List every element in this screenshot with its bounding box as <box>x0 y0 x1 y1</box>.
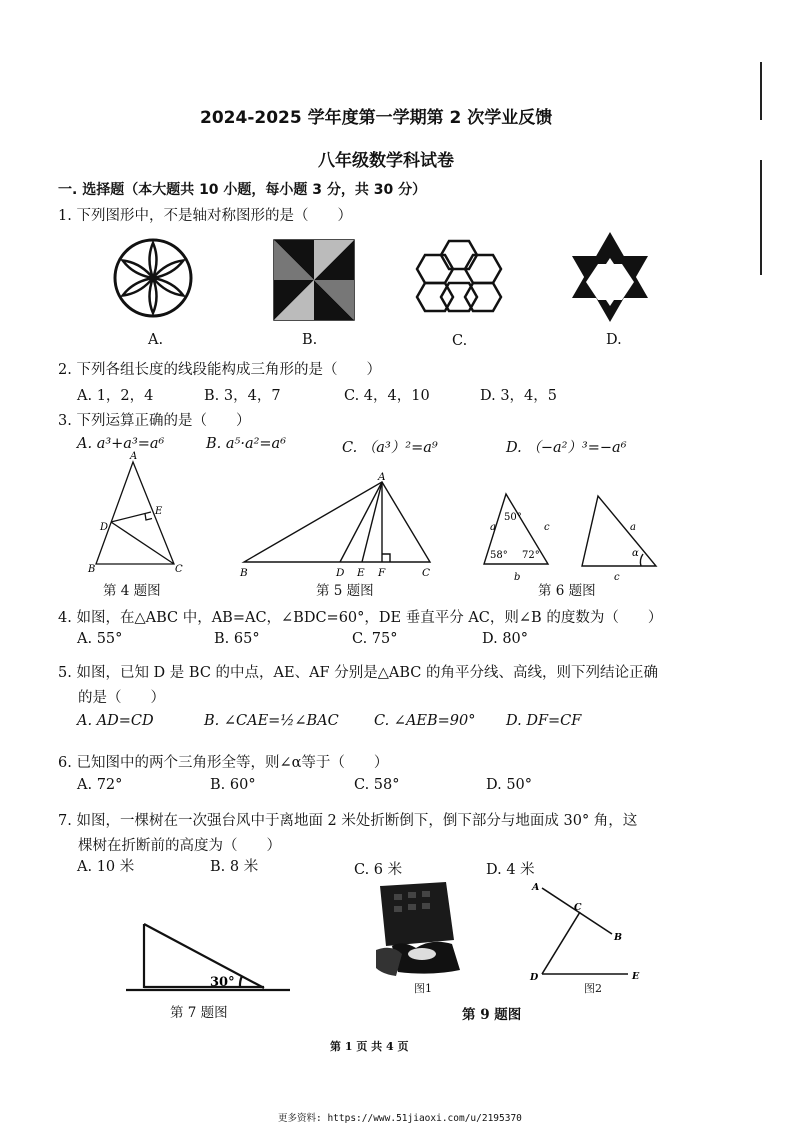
fig5-label-e: E <box>357 567 365 579</box>
q1-label-a: A. <box>148 332 164 348</box>
fig9-diagram <box>528 878 648 990</box>
fig9-sub2-caption: 图2 <box>584 982 602 995</box>
q2-option-c: C. 4，4，10 <box>344 388 430 404</box>
fig6-caption: 第 6 题图 <box>538 583 596 599</box>
q4-option-c: C. 75° <box>352 631 398 647</box>
q1-label-d: D. <box>606 332 622 348</box>
q1-label-c: C. <box>452 333 468 349</box>
fig5-label-f: F <box>378 567 386 579</box>
q2-stem: 2. 下列各组长度的线段能构成三角形的是（ ） <box>58 362 381 378</box>
fig6-label-c1: c <box>544 522 550 533</box>
q1-stem: 1. 下列图形中，不是轴对称图形的是（ ） <box>58 208 352 224</box>
q7-option-c: C. 6 米 <box>354 862 403 878</box>
fig9-photo-tablet-stand <box>372 880 476 980</box>
fig9-label-e: E <box>632 971 640 982</box>
q2-option-a: A. 1，2，4 <box>77 388 154 404</box>
q5-option-c: C. ∠AEB=90° <box>374 713 476 729</box>
q5-stem-line1: 5. 如图，已知 D 是 BC 的中点，AE、AF 分别是△ABC 的角平分线、高线，则下列结论正确 <box>58 665 658 681</box>
q7-stem-line1: 7. 如图，一棵树在一次强台风中于离地面 2 米处折断倒下，倒下部分与地面成 30° 角，这 <box>58 813 638 829</box>
fig6-label-b1: b <box>514 572 521 583</box>
fig6-label-a1: a <box>490 522 496 533</box>
q1-figure-b-pinwheel <box>272 238 356 322</box>
fig6-triangles <box>478 486 668 582</box>
fig9-caption: 第 9 题图 <box>462 1007 522 1023</box>
fig9-label-b: B <box>614 932 623 943</box>
q7-option-d: D. 4 米 <box>486 862 535 878</box>
fig9-label-a: A <box>532 882 540 893</box>
page-number: 第 1 页 共 4 页 <box>330 1040 409 1053</box>
q2-option-d: D. 3，4，5 <box>480 388 558 404</box>
fig6-label-alpha: α <box>632 548 639 559</box>
fig6-angle-right: 72° <box>522 550 540 561</box>
edge-mark-middle <box>760 160 762 275</box>
q6-stem: 6. 已知图中的两个三角形全等，则∠α等于（ ） <box>58 755 389 771</box>
q6-option-b: B. 60° <box>210 777 256 793</box>
q7-option-b: B. 8 米 <box>210 859 259 875</box>
q1-label-b: B. <box>302 332 318 348</box>
fig6-label-a2: a <box>630 522 636 533</box>
q6-option-d: D. 50° <box>486 777 533 793</box>
q7-stem-line2: 棵树在折断前的高度为（ ） <box>78 838 281 854</box>
exam-subtitle: 八年级数学科试卷 <box>318 151 454 171</box>
q3-option-d: D. （−a²）³=−a⁶ <box>506 440 627 456</box>
q2-option-b: B. 3，4，7 <box>204 388 281 404</box>
q1-figure-c-hexagons <box>413 237 505 317</box>
q5-option-a: A. AD=CD <box>77 713 154 729</box>
fig4-triangle <box>86 450 186 580</box>
fig5-label-a: A <box>378 471 386 483</box>
fig7-caption: 第 7 题图 <box>170 1005 228 1021</box>
q7-option-a: A. 10 米 <box>77 859 135 875</box>
fig4-label-a: A <box>130 451 138 462</box>
q1-figure-a-flower <box>112 237 194 319</box>
fig4-label-b: B <box>88 564 96 575</box>
fig4-label-e: E <box>155 506 163 517</box>
q3-option-a: A. a³+a³=a⁶ <box>77 436 165 452</box>
fig4-caption: 第 4 题图 <box>103 583 161 599</box>
q3-option-b: B. a⁵·a²=a⁶ <box>206 436 287 452</box>
fig6-angle-left: 58° <box>490 550 508 561</box>
edge-mark-top <box>760 62 762 120</box>
q6-option-a: A. 72° <box>77 777 123 793</box>
exam-title: 2024-2025 学年度第一学期第 2 次学业反馈 <box>200 108 553 128</box>
section-heading: 一. 选择题（本大题共 10 小题，每小题 3 分，共 30 分） <box>58 182 427 198</box>
q4-option-b: B. 65° <box>214 631 260 647</box>
footer-link[interactable]: 更多资料: https://www.51jiaoxi.com/u/2195370 <box>278 1113 522 1124</box>
q1-figure-d-star <box>568 230 652 324</box>
q5-option-d: D. DF=CF <box>506 713 582 729</box>
q6-option-c: C. 58° <box>354 777 400 793</box>
fig5-label-b: B <box>240 567 248 579</box>
fig5-label-d: D <box>336 567 345 579</box>
fig7-broken-tree <box>124 916 294 996</box>
fig9-label-c: C <box>574 902 582 913</box>
fig5-label-c: C <box>422 567 431 579</box>
fig5-triangle <box>236 470 436 580</box>
fig6-label-c2: c <box>614 572 620 583</box>
q5-option-b: B. ∠CAE=½∠BAC <box>204 713 339 729</box>
fig7-angle-label: 30° <box>210 975 235 990</box>
q4-option-a: A. 55° <box>77 631 123 647</box>
q5-stem-line2: 的是（ ） <box>78 690 165 706</box>
fig6-angle-top: 50° <box>504 512 522 523</box>
fig4-label-d: D <box>100 522 109 533</box>
q3-stem: 3. 下列运算正确的是（ ） <box>58 413 251 429</box>
q4-stem: 4. 如图，在△ABC 中，AB=AC，∠BDC=60°，DE 垂直平分 AC，则∠B 的度数为（ ） <box>58 610 663 626</box>
fig9-sub1-caption: 图1 <box>414 982 432 995</box>
fig5-caption: 第 5 题图 <box>316 583 374 599</box>
q3-option-c: C. （a³）²=a⁹ <box>342 440 438 456</box>
fig9-label-d: D <box>530 972 539 983</box>
q4-option-d: D. 80° <box>482 631 529 647</box>
fig4-label-c: C <box>175 564 183 575</box>
